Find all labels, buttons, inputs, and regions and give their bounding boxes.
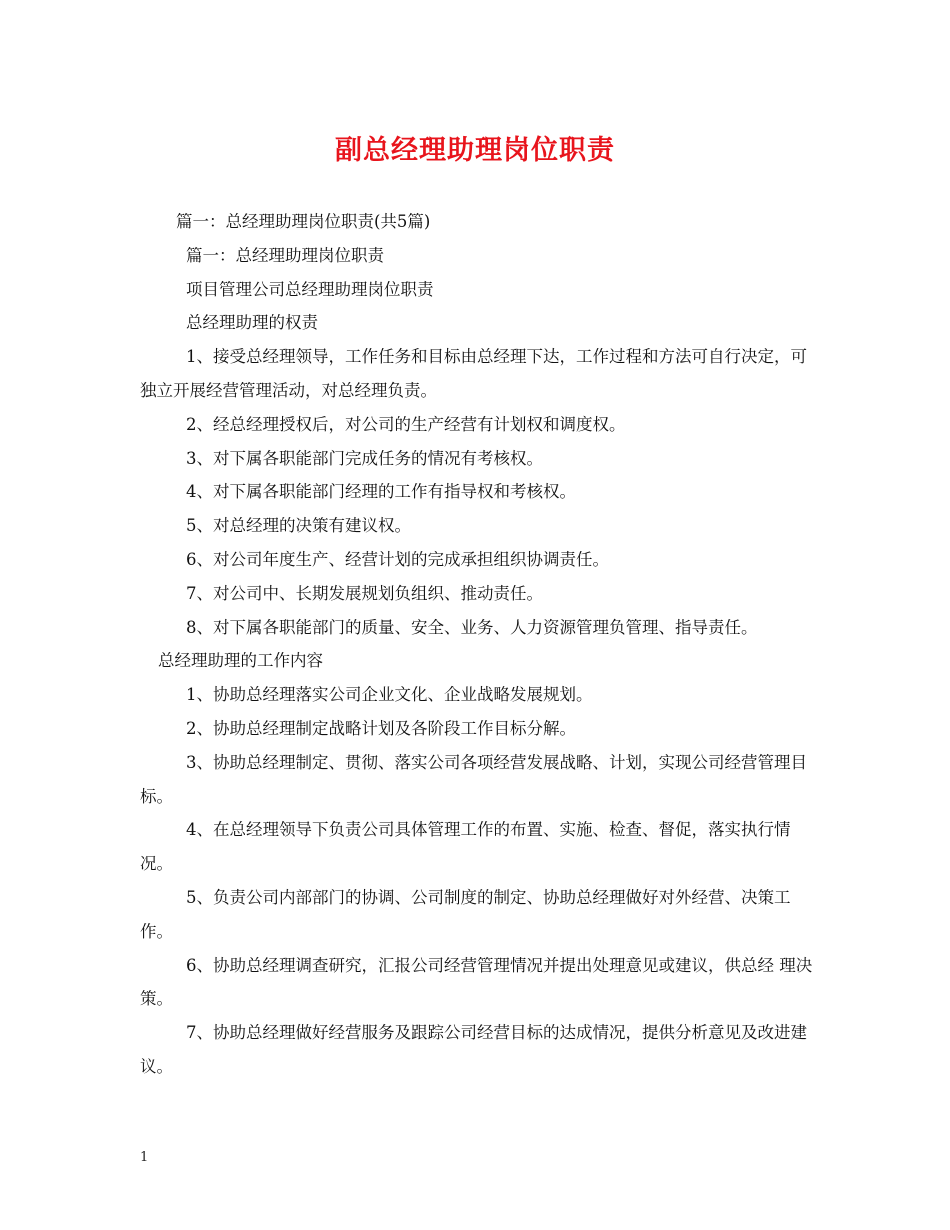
paragraph: 篇一：总经理助理岗位职责(共5篇): [176, 212, 431, 231]
paragraph: 2、协助总经理制定战略计划及各阶段工作目标分解。: [186, 718, 576, 738]
paragraph: 3、协助总经理制定、贯彻、落实公司各项经营发展战略、计划，实现公司经营管理目标。: [140, 752, 807, 806]
page-number: 1: [140, 1150, 149, 1165]
paragraph: 7、协助总经理做好经营服务及跟踪公司经营目标的达成情况，提供分析意见及改进建议。: [140, 1023, 807, 1076]
paragraph: 4、对下属各职能部门经理的工作有指导权和考核权。: [186, 482, 576, 502]
paragraph: 8、对下属各职能部门的质量、安全、业务、人力资源管理负管理、指导责任。: [186, 617, 758, 637]
paragraph: 总经理助理的权责: [186, 313, 318, 333]
paragraph: 4、在总经理领导下负责公司具体管理工作的布置、实施、检查、督促，落实执行情况。: [140, 820, 791, 874]
section-heading: 总经理助理的工作内容: [158, 651, 323, 671]
document-body: [140, 205, 820, 1084]
paragraph: 3、对下属各职能部门完成任务的情况有考核权。: [186, 448, 543, 468]
paragraph: 2、经总经理授权后，对公司的生产经营有计划权和调度权。: [186, 414, 626, 434]
paragraph: 项目管理公司总经理助理岗位职责: [186, 279, 434, 299]
paragraph: 6、对公司年度生产、经营计划的完成承担组织协调责任。: [186, 549, 609, 569]
paragraph: 5、对总经理的决策有建议权。: [186, 516, 411, 536]
paragraph: 6、协助总经理调查研究，汇报公司经营管理情况并提出处理意见或建议，供总经 理决策。: [140, 955, 813, 1009]
paragraph: 1、接受总经理领导，工作任务和目标由总经理下达，工作过程和方法可自行决定，可独立开展经营管理活动，对总经理负责。: [140, 347, 807, 400]
paragraph: 篇一：总经理助理岗位职责: [186, 245, 384, 265]
paragraph: 7、对公司中、长期发展规划负组织、推动责任。: [186, 583, 543, 603]
page-title: 副总经理助理岗位职责: [335, 135, 615, 166]
paragraph: 5、负责公司内部部门的协调、公司制度的制定、协助总经理做好对外经营、决策工作。: [140, 887, 791, 941]
paragraph: 1、协助总经理落实公司企业文化、企业战略发展规划。: [186, 685, 593, 705]
